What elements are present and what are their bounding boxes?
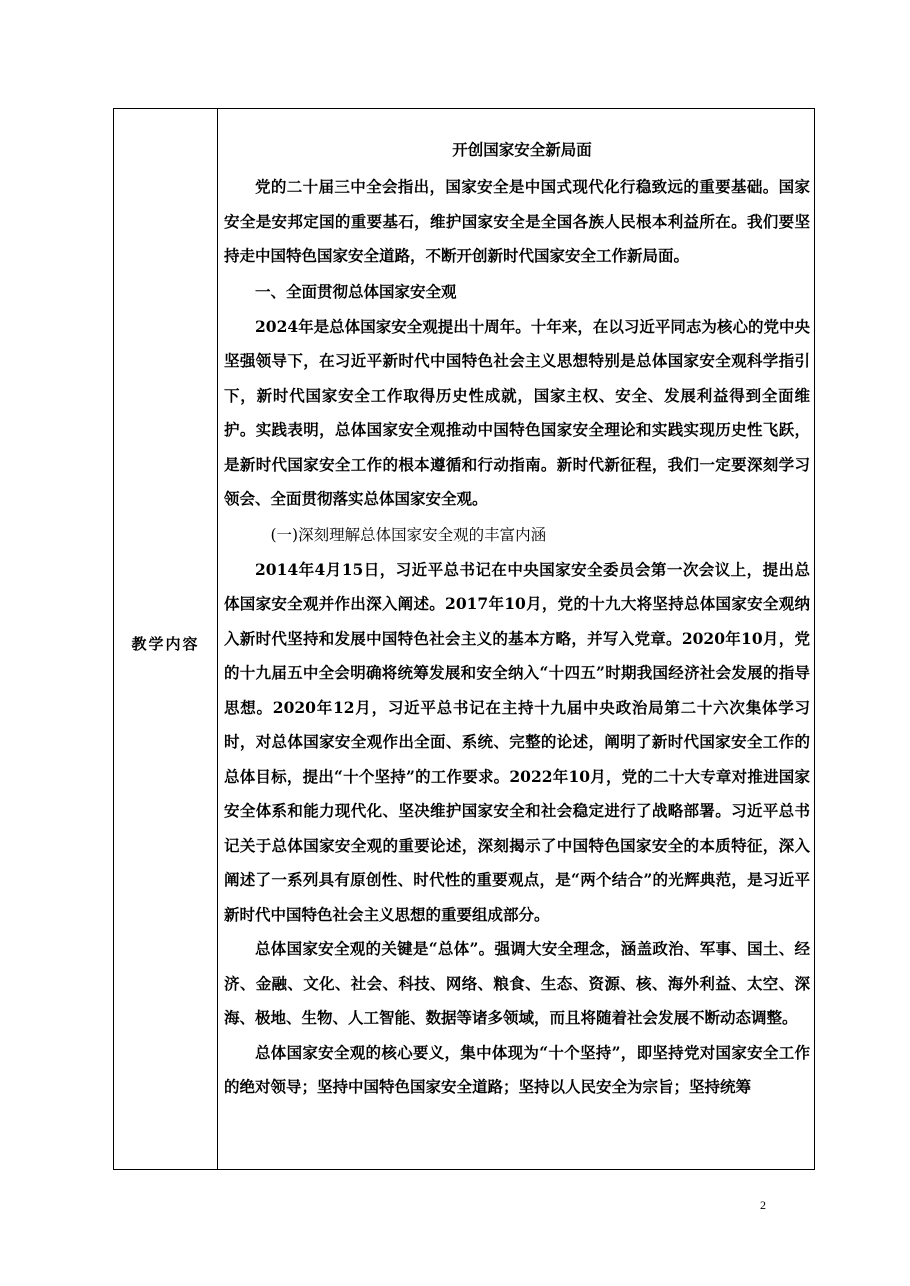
teaching-content-cell [224, 130, 810, 1166]
paragraph-history: 2014年4月15日，习近平总书记在中央国家安全委员会第一次会议上，提出总体国家安全观并作出深入阐述。2017年10月，党的十九大将坚持总体国家安全观纳入新时代坚持和发展中国特色社会主义的基本方略，并写入党章。2020年10月，党的十九届五中全会明确将统筹发展和安全纳入“十四五”时期我国经济社会发展的指导思想。2020年12月，习近平总书记在主持十九届中央政治局第二十六次集体学习时，对总体国家安全观作出全面、系统、完整的论述，阐明了新时代国家安全工作的总体目标，提出“十个坚持”的工作要求。2022年10月，党的二十大专章对推进国家安全体系和能力现代化、坚决维护国家安全和社会稳定进行了战略部署。习近平总书记关于总体国家安全观的重要论述，深刻揭示了中国特色国家安全的本质特征，深入阐述了一系列具有原创性、时代性的重要观点，是“两个结合”的光辉典范，是习近平新时代中国特色社会主义思想的重要组成部分。 [224, 559, 810, 924]
article-title: 开创国家安全新局面 [452, 140, 592, 159]
page-number: 2 [760, 1198, 766, 1212]
paragraph-intro: 党的二十届三中全会指出，国家安全是中国式现代化行稳致远的重要基础。国家安全是安邦定国的重要基石，维护国家安全是全国各族人民根本利益所在。我们要坚持走中国特色国家安全道路，不断开创新时代国家安全工作新局面。 [224, 177, 810, 265]
paragraph-key-concept: 总体国家安全观的关键是“总体”。强调大安全理念，涵盖政治、军事、国土、经济、金融、文化、社会、科技、网络、粮食、生态、资源、核、海外利益、太空、深海、极地、生物、人工智能、数据等诸多领域，而且将随着社会发展不断动态调整。 [224, 939, 810, 1027]
paragraph-core-essence: 总体国家安全观的核心要义，集中体现为“十个坚持”，即坚持党对国家安全工作的绝对领导；坚持中国特色国家安全道路；坚持以人民安全为宗旨；坚持统筹 [224, 1042, 810, 1096]
paragraph-anniversary: 2024年是总体国家安全观提出十周年。十年来，在以习近平同志为核心的党中央坚强领导下，在习近平新时代中国特色社会主义思想特别是总体国家安全观科学指引下，新时代国家安全工作取得历史性成就，国家主权、安全、发展利益得到全面维护。实践表明，总体国家安全观推动中国特色国家安全理论和实践实现历史性飞跃，是新时代国家安全工作的根本遵循和行动指南。新时代新征程，我们一定要深刻学习领会、全面贯彻落实总体国家安全观。 [224, 316, 810, 508]
section-heading-1: 一、全面贯彻总体国家安全观 [255, 281, 457, 301]
table-column-divider [217, 108, 218, 1170]
row-label-teaching-content: 教学内容 [131, 635, 200, 653]
subsection-heading-1: (一)深刻理解总体国家安全观的丰富内涵 [270, 525, 547, 544]
